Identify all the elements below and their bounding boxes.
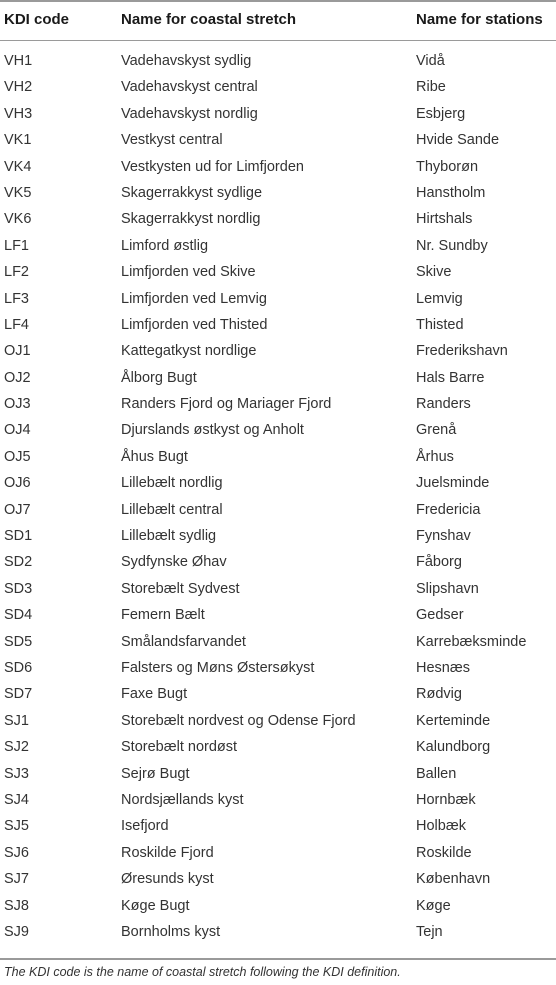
table-row [0,607,556,633]
station-cell: Karrebæksminde [416,633,527,650]
table-row [0,185,556,211]
table-row [0,581,556,607]
station-cell: Århus [416,448,454,465]
kdi-code-cell: SD1 [4,528,33,545]
station-cell: Hesnæs [416,659,470,676]
kdi-code-cell: LF2 [4,264,29,281]
coastal-stretch-cell: Sejrø Bugt [121,765,190,782]
coastal-stretch-cell: Vestkyst central [121,132,223,149]
table-row [0,792,556,818]
table-footnote: The KDI code is the name of coastal stretch following the KDI definition. [4,965,401,979]
station-cell: Ballen [416,765,457,782]
table-row [0,713,556,739]
coastal-stretch-cell: Vadehavskyst sydlig [121,53,252,69]
station-cell: Hornbæk [416,791,476,808]
station-cell: Nr. Sundby [416,237,488,254]
kdi-code-cell: SJ6 [4,844,29,861]
table-header-row [0,0,556,40]
station-cell: Thyborøn [416,158,479,175]
station-cell: Ribe [416,79,446,96]
kdi-code-cell: VH1 [4,53,33,69]
table-header-rule [0,40,556,41]
kdi-code-cell: SD6 [4,659,33,676]
kdi-code-cell: VH3 [4,105,33,122]
header-stations: Name for stations [416,11,543,28]
coastal-stretch-cell: Vadehavskyst central [121,79,258,96]
coastal-stretch-cell: Kattegatkyst nordlige [121,343,257,360]
coastal-stretch-cell: Storebælt nordøst [121,739,238,756]
table-body [0,53,556,950]
station-cell: Lemvig [416,290,463,307]
table-row [0,686,556,712]
station-cell: Fredericia [416,501,481,518]
table-row [0,739,556,765]
station-cell: Kalundborg [416,739,491,756]
station-cell: København [416,871,491,888]
table-row [0,291,556,317]
station-cell: Juelsminde [416,475,490,492]
station-cell: Thisted [416,316,464,333]
kdi-code-cell: OJ2 [4,369,31,386]
table-row [0,106,556,132]
table-row [0,528,556,554]
station-cell: Gedser [416,607,464,624]
table-row [0,845,556,871]
kdi-code-cell: LF3 [4,290,29,307]
table-row [0,159,556,185]
station-cell: Fynshav [416,528,471,545]
coastal-stretch-cell: Randers Fjord og Mariager Fjord [121,396,332,413]
station-cell: Skive [416,264,452,281]
coastal-stretch-cell: Faxe Bugt [121,686,188,703]
coastal-stretch-cell: Sydfynske Øhav [121,554,227,571]
table-row [0,53,556,79]
kdi-code-cell: SJ5 [4,818,29,835]
kdi-code-cell: OJ7 [4,501,31,518]
table-row [0,634,556,660]
station-cell: Holbæk [416,818,466,835]
kdi-code-cell: SD3 [4,580,33,597]
table-row [0,898,556,924]
station-cell: Hals Barre [416,369,485,386]
coastal-stretch-cell: Lillebælt central [121,501,223,518]
table-row [0,396,556,422]
kdi-code-cell: OJ3 [4,396,31,413]
table-row [0,554,556,580]
header-coastal-stretch: Name for coastal stretch [121,11,297,28]
table-row [0,370,556,396]
coastal-stretch-cell: Femern Bælt [121,607,205,624]
coastal-stretch-cell: Nordsjællands kyst [121,791,244,808]
station-cell: Fåborg [416,554,462,571]
table-row [0,924,556,950]
table-bottom-rule [0,958,556,960]
station-cell: Tejn [416,923,443,940]
station-cell: Frederikshavn [416,343,508,360]
coastal-stretch-cell: Limford østlig [121,237,209,254]
coastal-stretch-cell: Vestkysten ud for Limfjorden [121,158,304,175]
coastal-stretch-cell: Falsters og Møns Østersøkyst [121,659,315,676]
coastal-stretch-cell: Vadehavskyst nordlig [121,105,258,122]
coastal-stretch-cell: Limfjorden ved Thisted [121,316,268,333]
table-row [0,211,556,237]
coastal-stretch-cell: Isefjord [121,818,169,835]
table-row [0,422,556,448]
kdi-code-cell: LF1 [4,237,29,254]
kdi-code-cell: VK5 [4,184,32,201]
kdi-code-cell: SJ4 [4,791,29,808]
station-cell: Esbjerg [416,105,466,122]
kdi-code-cell: OJ1 [4,343,31,360]
coastal-stretch-cell: Ålborg Bugt [121,369,197,386]
station-cell: Hvide Sande [416,132,500,149]
coastal-stretch-cell: Åhus Bugt [121,448,188,465]
coastal-stretch-cell: Køge Bugt [121,897,190,914]
table-row [0,79,556,105]
coastal-stretch-cell: Storebælt nordvest og Odense Fjord [121,712,356,729]
station-cell: Kerteminde [416,712,491,729]
coastal-stretch-cell: Limfjorden ved Lemvig [121,290,267,307]
table-row [0,475,556,501]
coastal-stretch-cell: Bornholms kyst [121,923,221,940]
station-cell: Slipshavn [416,580,479,597]
table-row [0,502,556,528]
station-cell: Vidå [416,53,445,69]
table-row [0,317,556,343]
kdi-code-cell: OJ4 [4,422,31,439]
kdi-code-cell: SD4 [4,607,33,624]
table-row [0,766,556,792]
kdi-code-cell: SJ1 [4,712,29,729]
kdi-code-cell: SJ9 [4,923,29,940]
coastal-stretch-cell: Storebælt Sydvest [121,580,240,597]
table-row [0,449,556,475]
kdi-code-cell: OJ5 [4,448,31,465]
kdi-code-cell: LF4 [4,316,29,333]
table-row [0,660,556,686]
header-kdi-code: KDI code [4,11,70,28]
kdi-code-cell: VK1 [4,132,32,149]
table-row [0,132,556,158]
kdi-code-cell: SJ7 [4,871,29,888]
coastal-stretch-cell: Lillebælt sydlig [121,528,217,545]
coastal-stretch-cell: Øresunds kyst [121,871,214,888]
kdi-code-cell: SD2 [4,554,33,571]
station-cell: Randers [416,396,471,413]
table-row [0,343,556,369]
kdi-code-cell: SD5 [4,633,33,650]
coastal-stretch-cell: Smålandsfarvandet [121,633,246,650]
station-cell: Hanstholm [416,184,486,201]
coastal-stretch-cell: Djurslands østkyst og Anholt [121,422,304,439]
kdi-code-cell: SJ2 [4,739,29,756]
kdi-code-cell: SJ3 [4,765,29,782]
kdi-code-cell: OJ6 [4,475,31,492]
kdi-code-cell: VH2 [4,79,33,96]
kdi-code-cell: VK4 [4,158,32,175]
kdi-code-cell: SJ8 [4,897,29,914]
station-cell: Grenå [416,422,457,439]
coastal-stretch-cell: Roskilde Fjord [121,844,214,861]
kdi-code-cell: SD7 [4,686,33,703]
coastal-stretch-cell: Limfjorden ved Skive [121,264,256,281]
coastal-stretch-cell: Skagerrakkyst nordlig [121,211,261,228]
table-row [0,871,556,897]
table-row [0,238,556,264]
station-cell: Køge [416,897,451,914]
station-cell: Roskilde [416,844,472,861]
coastal-stretch-cell: Skagerrakkyst sydlige [121,184,263,201]
table-row [0,264,556,290]
table-row [0,818,556,844]
coastal-stretch-cell: Lillebælt nordlig [121,475,223,492]
station-cell: Rødvig [416,686,462,703]
station-cell: Hirtshals [416,211,473,228]
kdi-code-cell: VK6 [4,211,32,228]
